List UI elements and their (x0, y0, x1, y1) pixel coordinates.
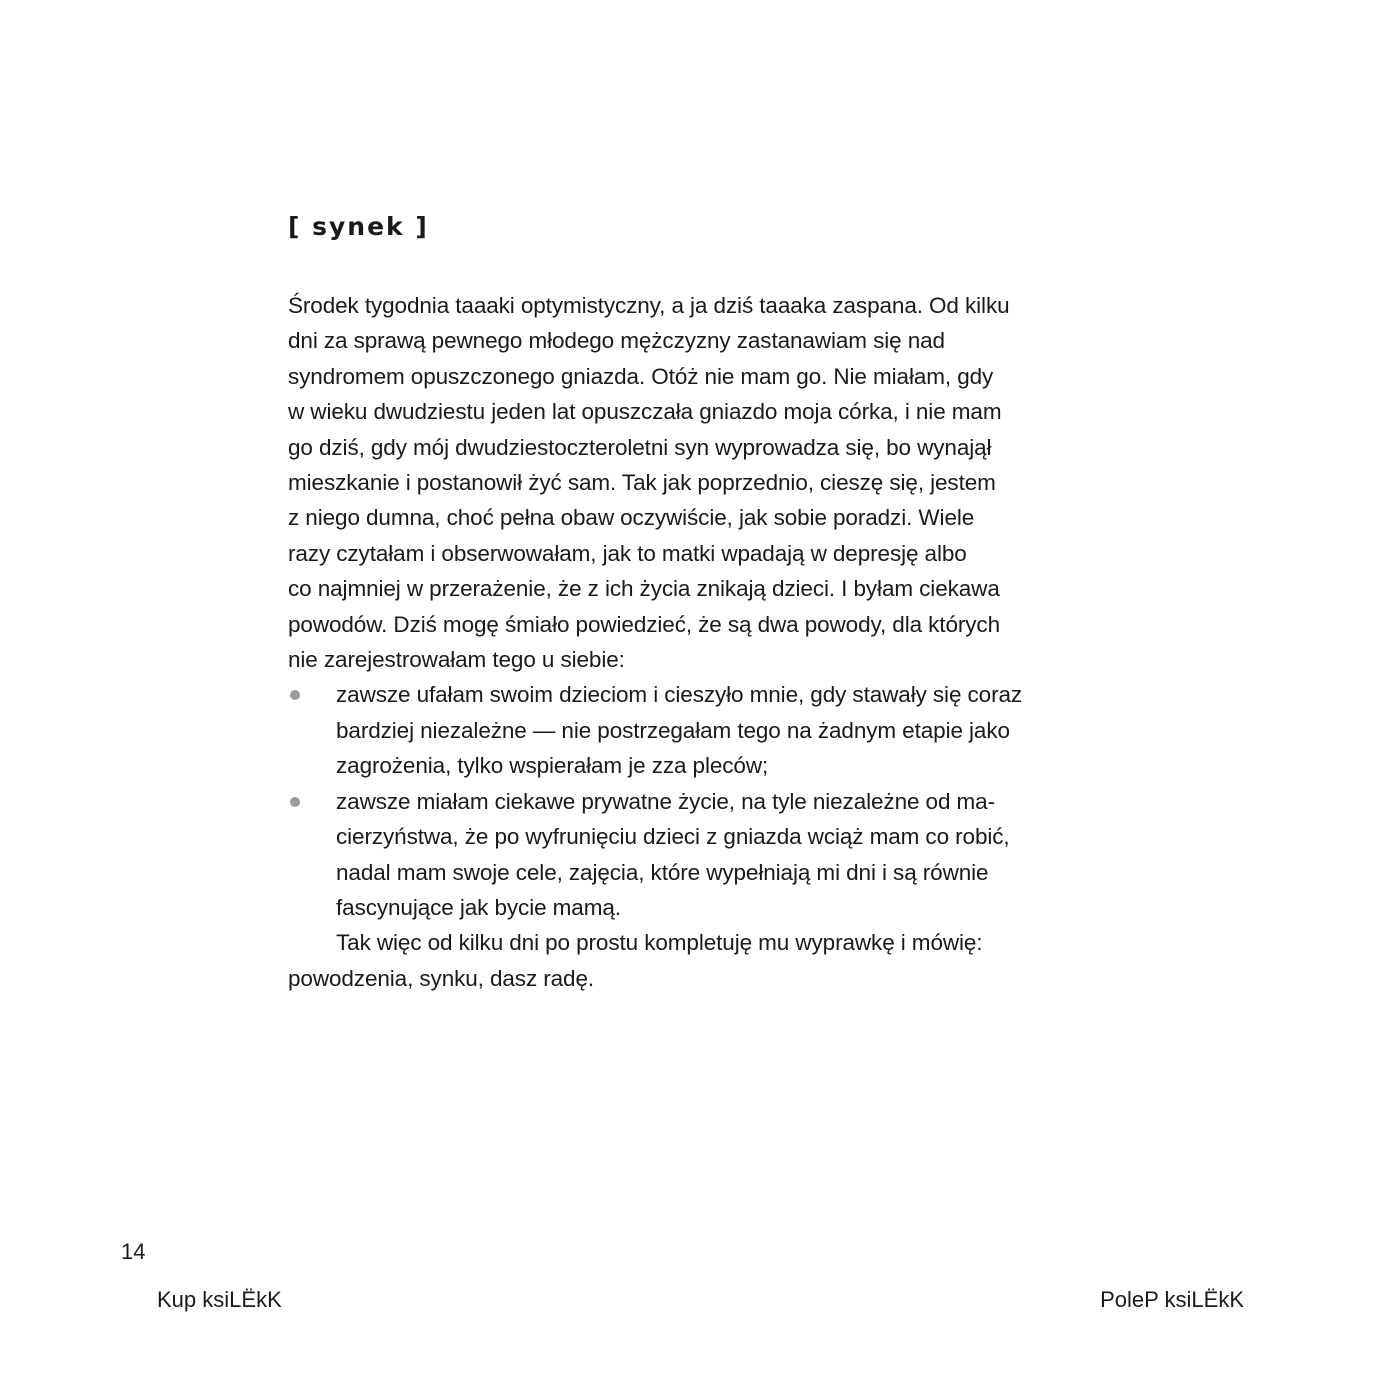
bullet-line: bardziej niezależne — nie postrzegałam tego na żadnym etapie jako (336, 717, 1010, 743)
buy-book-link[interactable]: Kup ksiLЁkK (157, 1287, 282, 1312)
page-number: 14 (121, 1239, 146, 1264)
paragraph-line: syndromem opuszczonego gniazda. Otóż nie mam go. Nie miałam, gdy (288, 363, 994, 389)
bullet-dot-icon (290, 797, 300, 807)
paragraph-line: mieszkanie i postanowił żyć sam. Tak jak poprzednio, cieszę się, jestem (288, 470, 996, 496)
bullet-line: fascynujące jak bycie mamą. (336, 894, 621, 920)
closing-line: powodzenia, synku, dasz radę. (288, 965, 595, 991)
bullet-list (288, 677, 1078, 925)
chapter-heading: [ synek ] (288, 212, 429, 241)
paragraph-line: razy czytałam i obserwowałam, jak to matki wpadają w depresję albo (288, 540, 967, 566)
paragraph-line: dni za sprawą pewnego młodego mężczyzny zastanawiam się nad (288, 328, 945, 354)
paragraph-line: w wieku dwudziestu jeden lat opuszczała gniazdo moja córka, i nie mam (288, 399, 1002, 425)
closing-line: Tak więc od kilku dni po prostu kompletuję mu wyprawkę i mówię: (336, 930, 983, 956)
paragraph-line: z niego dumna, choć pełna obaw oczywiście, jak sobie poradzi. Wiele (288, 505, 975, 531)
bullet-line: cierzyństwa, że po wyfrunięciu dzieci z gniazda wciąż mam co robić, (336, 824, 1010, 850)
bullet-line: zawsze ufałam swoim dzieciom i cieszyło mnie, gdy stawały się coraz (336, 682, 1023, 708)
paragraph-line: go dziś, gdy mój dwudziestoczteroletni syn wyprowadza się, bo wynajął (288, 434, 992, 460)
bullet-dot-icon (290, 690, 300, 700)
closing-paragraph (288, 925, 1078, 996)
recommend-book-link[interactable]: PoleP ksiLЁkK (1100, 1287, 1244, 1312)
bullet-line: zagrożenia, tylko wspierałam je zza pleców; (336, 753, 769, 779)
bullet-item (288, 677, 1078, 783)
bullet-item (288, 784, 1078, 926)
paragraph-line: Środek tygodnia taaaki optymistyczny, a ja dziś taaaka zaspana. Od kilku (288, 293, 1010, 318)
bullet-line: nadal mam swoje cele, zajęcia, które wypełniają mi dni i są równie (336, 859, 989, 885)
page-content (288, 210, 1078, 996)
main-paragraph (288, 288, 1078, 677)
paragraph-line: nie zarejestrowałam tego u siebie: (288, 647, 625, 673)
paragraph-line: co najmniej w przerażenie, że z ich życia znikają dzieci. I byłam ciekawa (288, 576, 1000, 602)
paragraph-line: powodów. Dziś mogę śmiało powiedzieć, że są dwa powody, dla których (288, 611, 1000, 637)
bullet-line: zawsze miałam ciekawe prywatne życie, na tyle niezależne od ma- (336, 788, 995, 814)
